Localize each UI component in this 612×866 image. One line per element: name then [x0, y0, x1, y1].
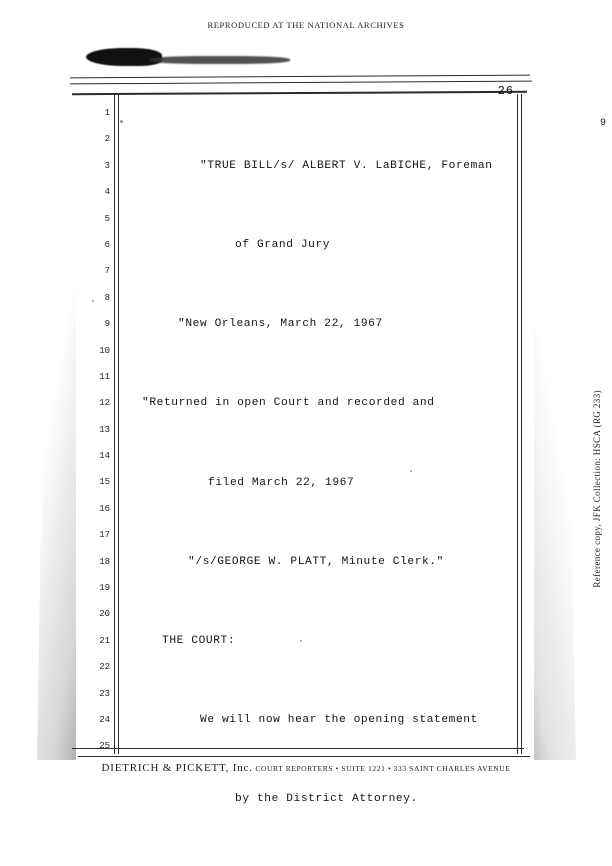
line-number: 15: [99, 477, 110, 488]
scan-edge-shadow-right: [534, 70, 576, 760]
line-number: 18: [99, 556, 110, 567]
scan-edge-shadow-left: [4, 70, 76, 760]
page-rule-right-1: [517, 94, 518, 754]
line-number: 11: [99, 371, 110, 382]
line-number: 8: [104, 292, 110, 303]
line-number: 20: [99, 609, 110, 620]
line-number: 25: [99, 741, 110, 752]
archive-reproduction-stamp: REPRODUCED AT THE NATIONAL ARCHIVES: [207, 20, 405, 30]
line-number: 19: [99, 583, 110, 594]
line-number: 9: [104, 319, 110, 330]
line-number: 14: [99, 451, 110, 462]
line-number: 12: [99, 398, 110, 409]
line-number: 23: [99, 688, 110, 699]
line-number-gutter: [86, 100, 110, 760]
line-number: 16: [99, 503, 110, 514]
page-rule-left-1: [114, 94, 115, 754]
page-rule-left-2: [118, 94, 119, 754]
transcript-line: "TRUE BILL/s/ ALBERT V. LaBICHE, Foreman: [200, 159, 493, 172]
line-number: 7: [104, 266, 110, 277]
line-number: 5: [104, 213, 110, 224]
line-number: 3: [104, 160, 110, 171]
transcript-line: "Returned in open Court and recorded and: [142, 397, 435, 410]
page-rule-top-2: [70, 81, 532, 85]
line-number: 1: [104, 108, 110, 118]
reference-copy-side-stamp: Reference copy, JFK Collection: HSCA (RG 233): [592, 390, 602, 588]
reporter-footer: [0, 762, 612, 774]
transcript-line: by the District Attorney.: [235, 793, 418, 806]
transcript-line: "New Orleans, March 22, 1967: [178, 318, 383, 331]
page-number: 26: [497, 84, 514, 98]
transcript-line: THE COURT:: [162, 635, 236, 648]
line-number: 21: [99, 635, 110, 646]
reporter-firm-detail: COURT REPORTERS • SUITE 1221 • 333 SAINT CHARLES AVENUE: [255, 764, 511, 773]
line-number: 13: [99, 424, 110, 435]
line-number: 10: [99, 345, 110, 356]
footer-divider: [78, 756, 530, 757]
line-number: 22: [99, 662, 110, 673]
line-number: 17: [99, 530, 110, 541]
transcript-line: We will now hear the opening statement: [200, 714, 478, 727]
reporter-firm-name: DIETRICH & PICKETT, Inc.: [101, 762, 253, 774]
line-number: 2: [104, 134, 110, 145]
line-number: 24: [99, 714, 110, 725]
page-rule-top-3: [72, 91, 527, 95]
transcript-line: "/s/GEORGE W. PLATT, Minute Clerk.": [188, 555, 444, 568]
line-number: 6: [104, 239, 110, 250]
transcript-line: of Grand Jury: [235, 239, 331, 252]
page-rule-right-2: [521, 94, 522, 754]
transcript-line: filed March 22, 1967: [208, 476, 355, 489]
line-number: 4: [104, 187, 110, 198]
page-rule-top-1: [70, 75, 530, 79]
side-page-number: 9: [599, 118, 606, 129]
transcript-body: [130, 100, 510, 866]
